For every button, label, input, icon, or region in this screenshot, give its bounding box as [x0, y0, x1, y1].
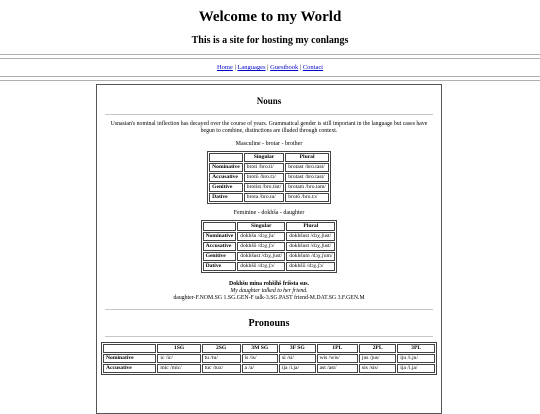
header-cell: Plural — [286, 222, 335, 231]
table-row — [209, 163, 329, 172]
table-row — [103, 364, 435, 373]
header-cell: 1SG — [157, 344, 200, 353]
table-header-row — [209, 153, 329, 162]
main-nav — [0, 64, 540, 71]
divider — [0, 54, 540, 55]
case-label: Accusative — [209, 173, 243, 182]
header-cell: Singular — [237, 222, 285, 231]
nav-link-contact[interactable]: Contact — [302, 64, 324, 71]
table-cell: brotast /bro.tast/ — [285, 163, 329, 172]
case-label: Genitive — [203, 252, 237, 261]
table-cell: brotō /bro.tɔ/ — [285, 193, 329, 202]
table-cell: ast /ast/ — [317, 364, 358, 373]
table-cell: mic /mic/ — [157, 364, 200, 373]
divider — [0, 58, 540, 59]
table-row — [203, 242, 336, 251]
table-cell: jus /jus/ — [359, 354, 396, 363]
table-cell: dokhšust /dɔχ.ʃust/ — [286, 232, 335, 241]
table-cell: a /a/ — [242, 364, 278, 373]
table-cell: ija /i.ja/ — [279, 364, 316, 373]
table-cell: brotast /bro.tast/ — [285, 173, 329, 182]
nav-link-home[interactable]: Home — [216, 64, 233, 71]
table-row — [103, 354, 435, 363]
case-label: Genitive — [209, 183, 243, 192]
table-cell: tuc /tux/ — [202, 364, 241, 373]
table-cell: dokhšō /dɔχ.ʃɔ/ — [237, 262, 285, 271]
header-cell: Plural — [285, 153, 329, 162]
divider — [0, 80, 540, 81]
table-cell: brotist /bro.tist/ — [244, 183, 285, 192]
section-divider — [105, 114, 433, 115]
table-cell: broti /bro.ti/ — [244, 163, 285, 172]
header-cell — [203, 222, 237, 231]
pronoun-table — [101, 342, 437, 375]
section-divider — [105, 336, 433, 337]
table-cell: ija /i.ja/ — [397, 364, 435, 373]
table-row — [203, 262, 336, 271]
case-label: Nominative — [203, 232, 237, 241]
nav-link-guestbook[interactable]: Guestbook — [270, 64, 299, 71]
table-cell: brota /bro.ta/ — [244, 193, 285, 202]
table-row — [209, 183, 329, 192]
table-cell: dokhšust /dɔχ.ʃust/ — [286, 242, 335, 251]
table-cell: dokhšust /dɔχ.ʃust/ — [237, 252, 285, 261]
header-cell: 2PL — [359, 344, 396, 353]
case-label: Dative — [209, 193, 243, 202]
pronouns-heading: Pronouns — [248, 318, 290, 329]
table-cell: brotō /bro.tɔ/ — [244, 173, 285, 182]
section-divider — [105, 309, 433, 310]
header-cell: 2SG — [202, 344, 241, 353]
table-cell: sis /sis/ — [359, 364, 396, 373]
table-cell: dokhšō /dɔχ.ʃɔ/ — [286, 262, 335, 271]
feminine-declension-table — [201, 220, 338, 273]
example-gloss: daughter-F.NOM.SG 1.SG.GEN-F talk-3.SG.PAST friend-M.DAT.SG 3.F.GEN.M — [173, 295, 365, 301]
table-cell: iju /i.ju/ — [397, 354, 435, 363]
table-cell: tu /tu/ — [202, 354, 241, 363]
header-cell: 3PL — [397, 344, 435, 353]
site-subtitle: This is a site for hosting my conlangs — [191, 35, 349, 46]
case-label: Nominative — [209, 163, 243, 172]
header-cell — [209, 153, 243, 162]
nouns-intro: Usnasian's nominal inflection has decayed over the course of years. Grammatical gender is still important in the language but cases have begun to combine, distinctions are illuded through context. — [110, 121, 428, 134]
nouns-heading: Nouns — [256, 96, 282, 106]
table-row — [209, 173, 329, 182]
nav-link-languages[interactable]: Languages — [237, 64, 266, 71]
content-box — [96, 84, 442, 414]
example-sentence: Dokhšu mina rohšihš frišsta sus. — [229, 281, 309, 287]
feminine-caption: Feminine - dokhša - daughter — [233, 210, 305, 216]
table-cell: si /si/ — [279, 354, 316, 363]
table-cell: ic /ic/ — [157, 354, 200, 363]
case-label: Nominative — [103, 354, 156, 363]
example-sentence-block — [97, 281, 441, 302]
table-cell: dokhšum /dɔχ.ʃum/ — [286, 252, 335, 261]
site-title: Welcome to my World — [198, 9, 342, 25]
table-row — [203, 232, 336, 241]
table-cell: dokhšō /dɔχ.ʃɔ/ — [237, 242, 285, 251]
table-cell: dokhšu /dɔχ.ʃu/ — [237, 232, 285, 241]
table-cell: is /is/ — [242, 354, 278, 363]
masculine-declension-table — [207, 151, 331, 204]
nav-separator: | — [267, 64, 269, 71]
header-cell — [103, 344, 156, 353]
table-header-row — [203, 222, 336, 231]
table-row — [209, 193, 329, 202]
table-cell: wis /wis/ — [317, 354, 358, 363]
table-row — [203, 252, 336, 261]
masculine-caption: Masculine - brotar - brother — [235, 141, 303, 147]
header-cell: 3F SG — [279, 344, 316, 353]
nav-separator: | — [299, 64, 302, 71]
example-translation: My daughter talked to her friend. — [230, 288, 308, 294]
header-cell: 3M SG — [242, 344, 278, 353]
case-label: Dative — [203, 262, 237, 271]
case-label: Accusative — [203, 242, 237, 251]
header-cell: Singular — [244, 153, 285, 162]
case-label: Accusative — [103, 364, 156, 373]
nav-separator: | — [234, 64, 236, 71]
table-header-row — [103, 344, 435, 353]
header-cell: 1PL — [317, 344, 358, 353]
divider — [0, 76, 540, 77]
table-cell: brotam /bro.tam/ — [285, 183, 329, 192]
